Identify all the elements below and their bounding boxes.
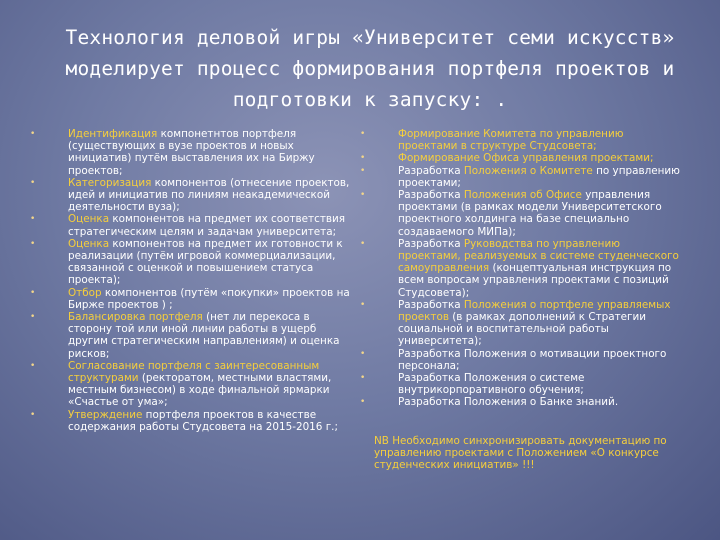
item-highlight: Положения о Комитете — [463, 164, 593, 177]
list-item — [360, 299, 685, 348]
item-text: компонентов на предмет их готовности к реализации (путём игровой коммерциализации, связанной с оценкой и повышением статуса проекта); — [68, 237, 343, 287]
list-item — [30, 409, 350, 433]
item-prefix: Разработка — [398, 164, 464, 177]
item-text: в структуре Студсовета; — [457, 140, 597, 153]
item-highlight: Положения о портфеле управляемых проектов — [398, 298, 671, 324]
bullet-icon: • — [30, 177, 36, 188]
list-item — [360, 189, 685, 238]
item-highlight: Оценка — [68, 213, 110, 226]
bullet-icon: • — [360, 373, 366, 384]
list-item — [360, 165, 685, 189]
bullet-icon: • — [360, 299, 366, 310]
bullet-icon: • — [30, 360, 36, 371]
item-text: (концептуальная инструкция по всем вопросам управления проектами с позиций Студсовета); — [398, 262, 672, 299]
left-column — [30, 128, 350, 433]
item-text: Разработка Положения о мотивации проектного персонала; — [398, 347, 667, 372]
item-text: компонентов (отнесение проектов, идей и инициатив по линиям неакадемической деятельности вуза); — [68, 176, 350, 214]
item-prefix: Разработка — [398, 189, 464, 202]
item-text: ; — [649, 152, 654, 165]
bullet-icon: • — [360, 165, 366, 176]
item-text: компонентов на предмет их соответствия стратегическим целям и задачам университета; — [68, 213, 345, 238]
item-highlight: Отбор — [68, 286, 102, 299]
list-item — [360, 128, 685, 152]
item-text: по управлению проектами; — [398, 164, 680, 189]
list-item — [360, 348, 685, 372]
item-text: портфеля проектов в качестве содержания работы Студсовета на 2015-2016 г.; — [68, 408, 338, 433]
item-highlight: Идентификация — [68, 128, 158, 140]
item-highlight: Положения об Офисе — [463, 189, 582, 202]
bullet-icon: • — [360, 153, 366, 164]
item-highlight: Согласование портфеля с заинтересованным структурами — [68, 359, 320, 385]
list-item — [30, 213, 350, 237]
item-highlight: Балансировка портфеля — [68, 311, 203, 324]
item-prefix: Разработка — [398, 237, 464, 250]
item-prefix: Разработка — [398, 298, 464, 311]
item-text: (нет ли перекоса в сторону той или иной линии работы в ущерб другим стратегическим направлениям) и оценка рисков; — [68, 311, 340, 360]
item-text: управления проектами (в рамках модели Университетского проектного холдинга на базе специально создаваемого МИПа); — [398, 189, 662, 238]
bullet-icon: • — [30, 287, 36, 298]
list-item — [360, 372, 685, 396]
item-text: компонентов (путём «покупки» проектов на Бирже проектов ) ; — [68, 286, 350, 311]
list-item — [30, 360, 350, 409]
right-column — [360, 128, 685, 482]
item-highlight: Оценка — [68, 237, 110, 250]
bullet-icon: • — [360, 348, 366, 359]
bullet-icon: • — [360, 238, 366, 249]
list-item — [30, 177, 350, 214]
bullet-icon: • — [30, 129, 36, 139]
item-text: (в рамках дополнений к Стратегии социальной и воспитательной работы университета); — [398, 311, 647, 348]
bullet-icon: • — [30, 409, 36, 420]
list-item — [360, 152, 685, 164]
item-highlight: Категоризация — [68, 176, 152, 189]
item-text: (ректоратом, местными властями, местным бизнесом) в ходе финальной ярмарки «Счастье от ума»; — [68, 372, 332, 409]
item-text: Разработка Положения о системе внутрикорпоративного обучения; — [398, 372, 585, 397]
slide-title: Технология деловой игры «Университет семи искусств» моделирует процесс формирования портфеля проектов и подготовки к запуску: . — [65, 26, 675, 111]
bullet-icon: • — [360, 129, 366, 139]
bullet-icon: • — [360, 397, 366, 408]
list-item — [30, 128, 350, 177]
nb-note: NB Необходимо синхронизировать документацию по управлению проектами с Положением «О конкурсе студенческих инициатив» !!! — [374, 434, 667, 472]
bullet-icon: • — [360, 190, 366, 201]
list-item — [360, 396, 685, 408]
list-item — [30, 238, 350, 287]
item-highlight: Формирование Комитета по управлению проектами — [398, 128, 624, 153]
item-text: компонетнтов портфеля (существующих в вузе проектов и новых инициатив) путём выставления их на Биржу проектов; — [68, 128, 315, 177]
list-item — [360, 238, 685, 299]
item-highlight: Формирование Офиса управления проектами — [398, 152, 650, 165]
item-text: Разработка Положения о Банке знаний. — [398, 396, 619, 409]
list-item — [30, 311, 350, 360]
bullet-icon: • — [30, 214, 36, 225]
bullet-icon: • — [30, 312, 36, 323]
item-highlight: Утверждение — [68, 408, 143, 421]
item-highlight: Руководства по управлению проектами, реализуемых в системе студенческого самоуправления — [398, 237, 679, 275]
bullet-icon: • — [30, 238, 36, 249]
list-item — [30, 287, 350, 311]
